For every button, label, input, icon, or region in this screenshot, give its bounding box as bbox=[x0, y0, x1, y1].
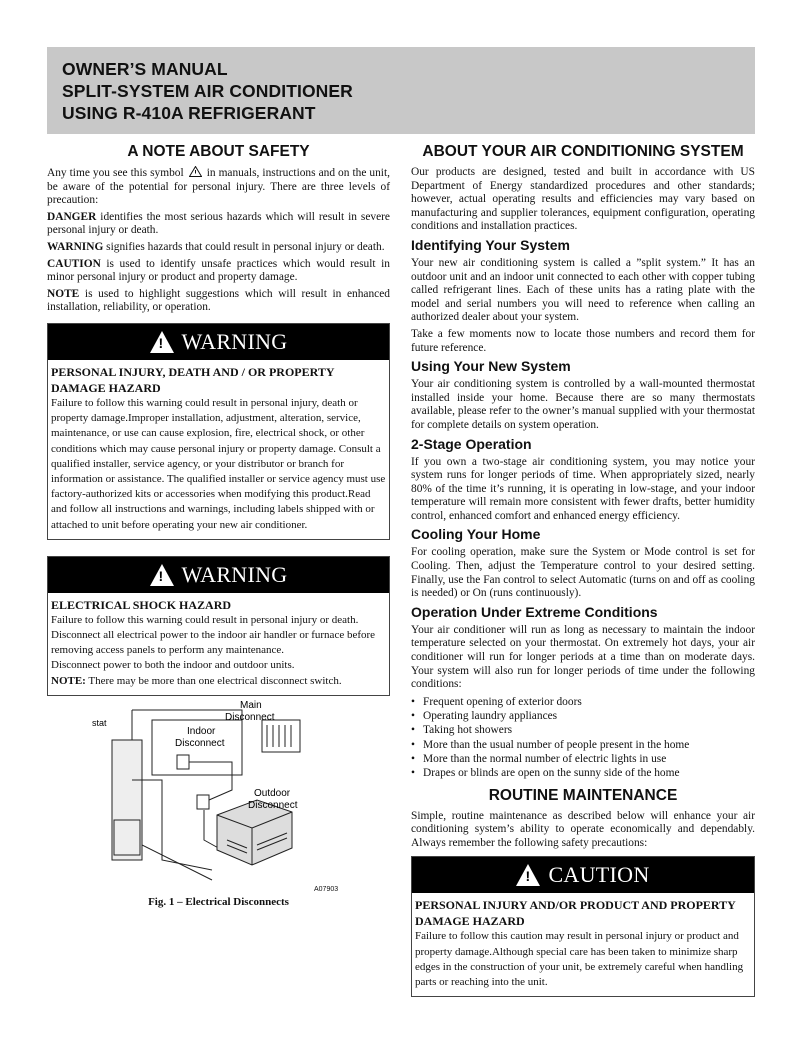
main-disconnect-box bbox=[262, 720, 300, 752]
list-item: • More than the normal number of electric lights in use bbox=[411, 752, 755, 766]
figure-label-indoor: Indoor bbox=[187, 726, 216, 737]
figure-label-main: Main bbox=[240, 700, 262, 711]
using-paragraph: Your air conditioning system is controlled by a wall-mounted thermostat installed inside your home. Because there are so many thermostats available, please refer to the owner’s manual supplied with your thermostat for complete details on system operation. bbox=[411, 378, 755, 431]
warning-triangle-icon: ! bbox=[150, 331, 174, 353]
safety-heading: A NOTE ABOUT SAFETY bbox=[127, 143, 310, 160]
caution-hazard-title: PERSONAL INJURY AND/OR PRODUCT AND PROPERTY DAMAGE HAZARD bbox=[415, 898, 736, 929]
cooling-heading: Cooling Your Home bbox=[411, 526, 541, 543]
using-heading: Using Your New System bbox=[411, 358, 571, 375]
caution-body: Failure to follow this caution may result in personal injury or product and property damage.Although special care has been taken to minimize sharp edges in the construction of your unit, be extremely careful when handling parts or reaching into the unit. bbox=[415, 930, 744, 988]
about-intro: Our products are designed, tested and built in accordance with US Department of Energy standardized procedures and other standards; however, actual operating results and efficiencies may vary based on manufacturing and supplier tolerances, equipment configuration, operating conditions and installation practices. bbox=[411, 166, 755, 233]
caution-box bbox=[411, 856, 755, 997]
warning-hazard-title: PERSONAL INJURY, DEATH AND / OR PROPERTY DAMAGE HAZARD bbox=[51, 364, 335, 395]
indoor-unit bbox=[112, 740, 142, 860]
left-column bbox=[47, 142, 390, 696]
warning-definition: WARNING signifies hazards that could result in personal injury or death. bbox=[47, 240, 385, 253]
note-definition: NOTE is used to highlight suggestions which will result in enhanced installation, reliability, or operation. bbox=[47, 287, 390, 314]
warning-box-personal-injury bbox=[47, 323, 390, 540]
warning-symbol-icon bbox=[189, 166, 202, 177]
maintenance-heading: ROUTINE MAINTENANCE bbox=[488, 786, 678, 804]
two-stage-paragraph: If you own a two-stage air conditioning system, you may notice your system runs for longer periods of time. When appropriately sized, nearly 80% of the time it’s running, it is operating in low-stage, and your indoor temperature will remain more consistent with fewer drafts, better humidity control, enhanced comfort and enhanced energy efficiency. bbox=[411, 455, 755, 522]
document-header bbox=[47, 47, 755, 134]
list-item: • Operating laundry appliances bbox=[411, 709, 755, 723]
list-item: • More than the usual number of people present in the home bbox=[411, 738, 755, 752]
right-column bbox=[411, 142, 755, 997]
figure-label-indoor: Disconnect bbox=[175, 738, 225, 749]
danger-definition: DANGER identifies the most serious hazards which will result in severe personal injury or death. bbox=[47, 210, 390, 237]
warning-note: NOTE: There may be more than one electrical disconnect switch. bbox=[51, 674, 342, 687]
warning-hazard-title: ELECTRICAL SHOCK HAZARD bbox=[51, 597, 232, 612]
figure-label-outdoor: Outdoor bbox=[254, 788, 291, 799]
header-title-line1: OWNER’S MANUAL bbox=[62, 59, 228, 79]
identifying-paragraph: Your new air conditioning system is called a ”split system.” It has an outdoor unit and an indoor unit connected to each other with copper tubing called refrigerant lines. Each of these units has a rating plate with the model and serial numbers you will need to reference when calling an authorized dealer about your system. bbox=[411, 256, 755, 324]
indoor-disconnect-box bbox=[177, 755, 189, 769]
warning-line: Disconnect all electrical power to the indoor air handler or furnace before removing access panels to perform any maintenance. bbox=[51, 628, 376, 657]
caution-definition: CAUTION is used to identify unsafe practices which would result in minor personal injury or product and property damage. bbox=[47, 257, 390, 284]
safety-intro: Any time you see this symbol in manuals, instructions and on the unit, be aware of the potential for personal injury. There are three levels of precaution: bbox=[47, 167, 390, 207]
header-title-line3: USING R-410A REFRIGERANT bbox=[62, 103, 316, 123]
warning-line: Failure to follow this warning could result in personal injury or death. bbox=[51, 613, 359, 626]
caution-banner: ! CAUTION bbox=[412, 857, 754, 893]
about-heading: ABOUT YOUR AIR CONDITIONING SYSTEM bbox=[422, 143, 744, 160]
outdoor-disconnect-box bbox=[197, 795, 209, 809]
list-item: • Taking hot showers bbox=[411, 723, 755, 737]
warning-triangle-icon: ! bbox=[150, 564, 174, 586]
cooling-paragraph: For cooling operation, make sure the System or Mode control is set for Cooling. Then, adjust the Temperature control to your desired setting. Finally, use the Fan control to select Automatic (turns on and off as cooling is needed) or On (runs continuously). bbox=[411, 546, 755, 600]
warning-box-electrical bbox=[47, 556, 390, 696]
figure-label-outdoor: Disconnect bbox=[248, 800, 298, 811]
figure-caption: Fig. 1 – Electrical Disconnects bbox=[148, 896, 289, 908]
extreme-paragraph: Your air conditioner will run as long as necessary to maintain the indoor temperature selected on your thermostat. On extremely hot days, your air conditioner will run for longer periods at a time than on moderate days. Your system will also run for longer periods of time under the following conditions: bbox=[411, 623, 755, 691]
electrical-disconnects-illustration bbox=[92, 700, 332, 892]
warning-banner: ! WARNING bbox=[48, 557, 389, 593]
warning-line: Disconnect power to both the indoor and outdoor units. bbox=[51, 659, 295, 672]
figure-label-stat: stat bbox=[92, 718, 107, 728]
warning-banner: ! WARNING bbox=[48, 324, 389, 360]
conditions-list bbox=[411, 695, 755, 781]
identifying-paragraph: Take a few moments now to locate those numbers and record them for future reference. bbox=[411, 327, 755, 354]
warning-body: Failure to follow this warning could result in personal injury, death or property damage.Improper installation, adjustment, alteration, service, maintenance, or use can cause explosion, fire, electrical shock, or other conditions which may cause personal injury or property damage. Consult a qualified installer, service agency, or your distributor or branch for information or assistance. The qualified installer or service agency must use factory-authorized kits or accessories when modifying this product.Read and follow all instructions and warnings, including labels shipped with or attached to unit before operating your new air conditioner. bbox=[51, 396, 386, 531]
maintenance-paragraph: Simple, routine maintenance as described below will enhance your air conditioning system’s ability to operate economically and dependably. Always remember the following safety precautions: bbox=[411, 809, 755, 849]
extreme-heading: Operation Under Extreme Conditions bbox=[411, 603, 658, 620]
caution-triangle-icon: ! bbox=[516, 864, 540, 886]
figure-code: A07903 bbox=[314, 886, 339, 893]
figure-label-main: Disconnect bbox=[225, 712, 275, 723]
two-stage-heading: 2-Stage Operation bbox=[411, 435, 532, 452]
identifying-heading: Identifying Your System bbox=[411, 236, 570, 253]
header-title-line2: SPLIT-SYSTEM AIR CONDITIONER bbox=[62, 81, 353, 101]
list-item: • Frequent opening of exterior doors bbox=[411, 695, 755, 709]
list-item: • Drapes or blinds are open on the sunny side of the home bbox=[411, 766, 755, 780]
